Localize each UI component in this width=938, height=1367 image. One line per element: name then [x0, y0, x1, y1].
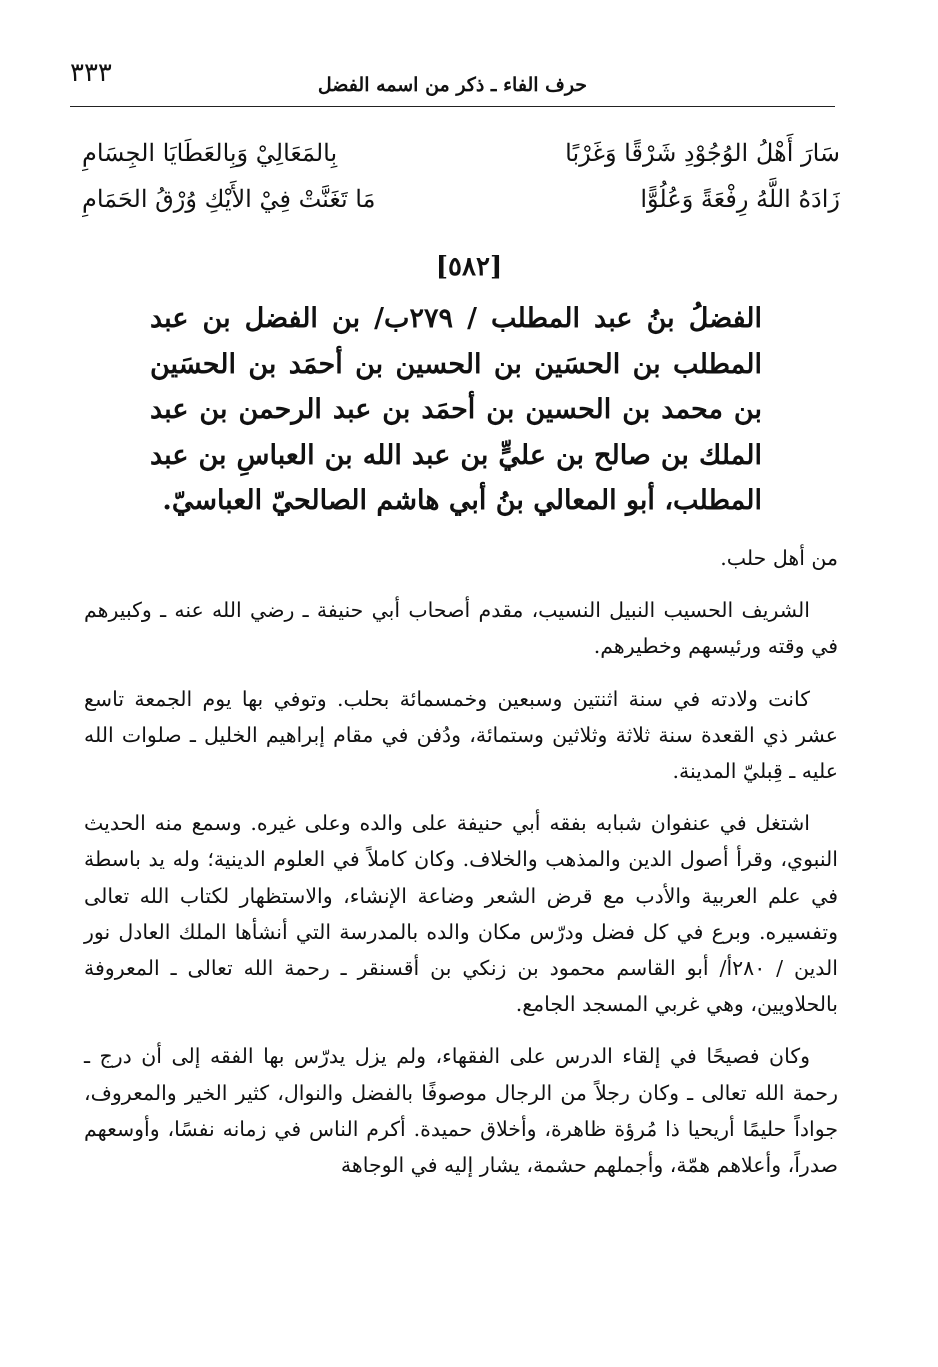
page-header	[70, 58, 835, 107]
page-number: ٣٣٣	[70, 58, 112, 88]
poem-verse	[82, 130, 840, 176]
body-paragraph: الشريف الحسيب النبيل النسيب، مقدم أصحاب أبي حنيفة ـ رضي الله عنه ـ وكبيرهم في وقته ورئيسهم وخطيرهم.	[84, 598, 838, 659]
verse-second-hemistich: مَا تَغَنَّتْ فِيْ الأَيْكِ وُرْقُ الحَمَامِ	[82, 185, 376, 213]
body-paragraph: كانت ولادته في سنة اثنتين وسبعين وخمسمائة بحلب. وتوفي بها يوم الجمعة تاسع عشر ذي القعدة سنة ثلاثة وثلاثين وستمائة، ودُفن في مقام إبراهيم الخليل ـ صلوات الله عليه ـ قِبليّ المدينة.	[84, 686, 838, 784]
poem-verse	[82, 176, 840, 222]
verse-second-hemistich: بِالمَعَالِيْ وَبِالعَطَايَا الجِسَامِ	[82, 139, 338, 167]
verse-first-hemistich: زَادَهُ اللَّهُ رِفْعَةً وَعُلُوًّا	[640, 185, 840, 213]
verse-first-hemistich: سَارَ أَهْلُ الوُجُوْدِ شَرْقًا وَغَرْبًا	[565, 139, 840, 167]
biography-body	[84, 540, 838, 1199]
entry-number: [٥٨٢]	[435, 252, 503, 282]
running-title: حرف الفاء ـ ذكر من اسمه الفضل	[317, 74, 588, 96]
body-paragraph: من أهل حلب.	[720, 546, 838, 570]
poem-block	[82, 130, 840, 222]
body-paragraph: اشتغل في عنفوان شبابه بفقه أبي حنيفة على والده وعلى غيره. وسمع منه الحديث النبوي، وقرأ أصول الدين والمذهب والخلاف. وكان كاملاً في العلوم الدينية؛ وله يد باسطة في علم العربية والأدب مع قرض الشعر وضاعة الإنشاء، والاستظهار لكتاب الله تعالى وتفسيره. وبرع في كل فضل ودرّس مكان والده بالمدرسة التي أنشأها الملك العادل نور الدين / ٢٨٠أ/ أبو القاسم محمود بن زنكي بن أقسنقر ـ رحمة الله تعالى ـ المعروفة بالحلاويين، وهي غربي المسجد الجامع.	[84, 811, 839, 1017]
body-paragraph: وكان فصيحًا في إلقاء الدرس على الفقهاء، ولم يزل يدرّس بها الفقه إلى أن درج ـ رحمة الله تعالى ـ وكان رجلاً من الرجال موصوفًا بالفضل والنوال، كثير الخير والمعروف، جواداً حليمًا أريحيا ذا مُرؤة ظاهرة، وأخلاق حميدة. أكرم الناس في زمانه نفسًا، وأوسعهم صدراً، وأعلاهم همّة، وأجملهم حشمة، يشار إليه في الوجاهة	[84, 1044, 838, 1178]
entry-heading: الفضلُ بنُ عبد المطلب / ٢٧٩ب/ بن الفضل بن عبد المطلب بن الحسَين بن الحسين بن أحمَد بن الحسَين بن محمد بن الحسين بن أحمَد بن عبد الرحمن بن عبد الملك بن صالح بن عليٍّ بن عبد الله بن العباسِ بن عبد المطلب، أبو المعالي بنُ أبي هاشم الصالحيّ العباسيّ.	[150, 303, 762, 516]
